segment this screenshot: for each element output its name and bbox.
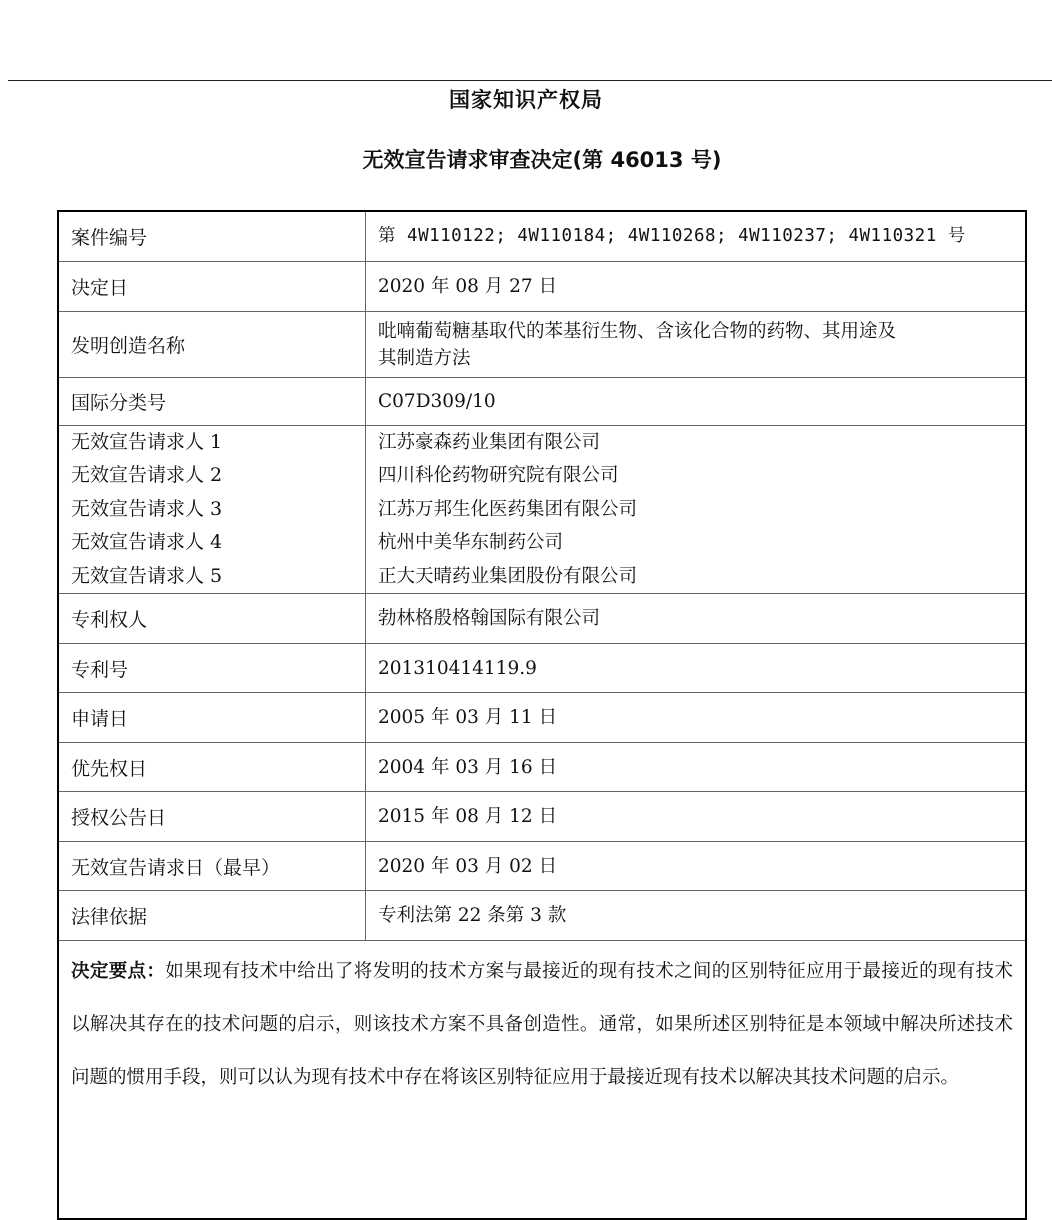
office-title: 国家知识产权局 xyxy=(449,88,603,112)
requester-label: 无效宣告请求人 3 xyxy=(71,497,223,520)
row-invention-name xyxy=(59,312,1025,378)
patent-number-value: 201310414119.9 xyxy=(378,657,537,679)
decision-points-text: 如果现有技术中给出了将发明的技术方案与最接近的现有技术之间的区别特征应用于最接近的现有技术以解决其存在的技术问题的启示，则该技术方案不具备创造性。通常，如果所述区别特征是本领域中解决所述技术问题的惯用手段，则可以认为现有技术中存在将该区别特征应用于最接近现有技术以解决其技术问题的启示。 xyxy=(71,961,1013,1088)
row-grant-date xyxy=(59,792,1025,842)
requester-value: 四川科伦药物研究院有限公司 xyxy=(378,465,619,487)
grant-date-label: 授权公告日 xyxy=(59,792,366,841)
legal-basis-label: 法律依据 xyxy=(59,891,366,940)
patent-number-label: 专利号 xyxy=(59,644,366,692)
invention-name-line: 吡喃葡萄糖基取代的苯基衍生物、含该化合物的药物、其用途及 xyxy=(378,320,897,342)
row-filing-date xyxy=(59,693,1025,743)
invention-name-value xyxy=(366,312,1025,377)
requester-label: 无效宣告请求人 2 xyxy=(71,464,223,487)
header-rule xyxy=(8,80,1052,81)
case-number-label: 案件编号 xyxy=(59,212,366,261)
requester-value: 江苏万邦生化医药集团有限公司 xyxy=(378,498,638,520)
legal-basis-value: 专利法第 22 条第 3 款 xyxy=(378,905,567,926)
grant-date-value: 2015 年 08 月 12 日 xyxy=(378,806,558,827)
request-date-label: 无效宣告请求日（最早） xyxy=(59,842,366,890)
row-priority-date xyxy=(59,743,1025,792)
request-date-value: 2020 年 03 月 02 日 xyxy=(378,855,558,877)
row-ipc xyxy=(59,378,1025,426)
priority-date-value: 2004 年 03 月 16 日 xyxy=(378,756,558,778)
requester-label: 无效宣告请求人 1 xyxy=(71,430,223,453)
row-requesters xyxy=(59,426,1025,594)
requesters-values xyxy=(366,426,1025,593)
decision-points xyxy=(59,941,1025,1104)
decision-date-value: 2020 年 08 月 27 日 xyxy=(378,276,558,297)
requester-value: 杭州中美华东制药公司 xyxy=(378,532,564,554)
decision-date-label: 决定日 xyxy=(59,262,366,311)
row-patent-number xyxy=(59,644,1025,693)
row-patentee xyxy=(59,594,1025,644)
row-request-date xyxy=(59,842,1025,891)
priority-date-label: 优先权日 xyxy=(59,743,366,791)
invention-name-label: 发明创造名称 xyxy=(59,312,366,377)
row-legal-basis xyxy=(59,891,1025,941)
case-info-table xyxy=(57,210,1027,1220)
requester-value: 正大天晴药业集团股份有限公司 xyxy=(378,565,638,587)
decision-points-label: 决定要点： xyxy=(71,961,166,982)
ipc-value: C07D309/10 xyxy=(378,391,496,412)
requester-value: 江苏豪森药业集团有限公司 xyxy=(378,431,601,453)
requesters-labels xyxy=(59,426,366,593)
patentee-label: 专利权人 xyxy=(59,594,366,643)
requester-label: 无效宣告请求人 4 xyxy=(71,531,223,554)
invention-name-line: 其制造方法 xyxy=(378,347,471,369)
patentee-value: 勃林格殷格翰国际有限公司 xyxy=(378,608,601,629)
filing-date-label: 申请日 xyxy=(59,693,366,742)
filing-date-value: 2005 年 03 月 11 日 xyxy=(378,707,558,728)
row-decision-date xyxy=(59,262,1025,312)
case-number-value: 第 4W110122; 4W110184; 4W110268; 4W110237; 4W110321 号 xyxy=(378,226,966,246)
requester-label: 无效宣告请求人 5 xyxy=(71,564,223,587)
row-case-number xyxy=(59,212,1025,262)
ipc-label: 国际分类号 xyxy=(59,378,366,425)
document-title: 无效宣告请求审查决定(第 46013 号) xyxy=(362,148,722,172)
